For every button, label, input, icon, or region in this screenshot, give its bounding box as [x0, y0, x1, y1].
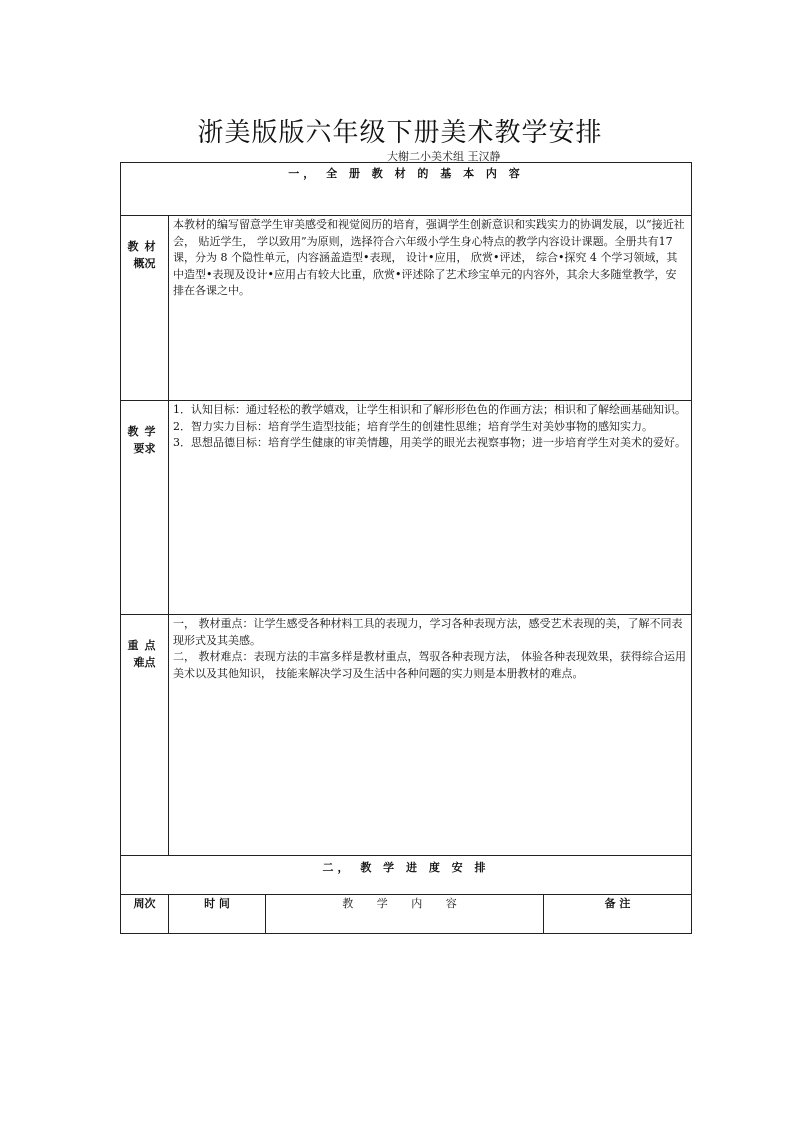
- row-paragraph: 3．思想品德目标：培育学生健康的审美情趣，用美学的眼光去视察事物；进一步培育学生对美术的爱好。: [173, 436, 686, 449]
- row-paragraph: 2．智力实力目标：培育学生造型技能；培育学生的创建性思维；培育学生对美妙事物的感知实力。: [173, 419, 653, 433]
- col-header-time: 时 间: [169, 895, 266, 934]
- row-paragraph: 一， 教材重点：让学生感受各种材料工具的表现力，学习各种表现方法，感受艺术表现的美，了解不同表现形式及其美感。: [173, 617, 683, 647]
- col-header-content: 教 学 内 容: [266, 895, 544, 934]
- row-content-cell: [169, 401, 692, 615]
- schedule-column-header-row: [121, 895, 692, 934]
- section1-heading: 一， 全 册 教 材 的 基 本 内 容: [288, 167, 524, 180]
- table-row: [121, 401, 692, 615]
- plan-table: [120, 162, 692, 934]
- row-label-bottom: 难点: [133, 656, 156, 669]
- row-label-top: 重点: [127, 639, 162, 652]
- row-label-bottom: 概况: [133, 257, 156, 270]
- section2-heading: 二， 教 学 进 度 安 排: [322, 861, 490, 874]
- section2-heading-cell: [121, 856, 692, 895]
- row-paragraph: 二， 教材难点：表现方法的丰富多样是教材重点，驾驭各种表现方法， 体验各种表现效果，获得综合运用美术以及其他知识， 技能来解决学习及生活中各种问题的实力则是本册教材的难点。: [173, 650, 686, 680]
- section1-heading-cell: [121, 163, 692, 216]
- row-content-cell: [169, 615, 692, 856]
- col-header-week: 周次: [121, 895, 169, 934]
- row-label-cell: [121, 401, 169, 615]
- row-content-cell: [169, 216, 692, 401]
- col-header-remarks: 备 注: [544, 895, 692, 934]
- section1-header-row: [121, 163, 692, 216]
- section2-header-row: [121, 856, 692, 895]
- row-label-cell: [121, 615, 169, 856]
- row-label-top: 教材: [127, 240, 162, 253]
- row-paragraph: 本教材的编写留意学生审美感受和视觉阅历的培育，强调学生创新意识和实践实力的协调发展，以“接近社会， 贴近学生， 学以致用”为原则，选择符合六年级小学生身心特点的教学内容设计课题。全册共有17课，分为 8 个隐性单元，内容涵盖造型•表现， 设计•应用， 欣赏•评述， 综合•探究 4 个学习领域，其中造型•表现及设计•应用占有较大比重，欣赏•评述除了艺术珍宝单元的内容外，其余大多随堂教学，安排在各课之中。: [173, 218, 685, 297]
- page-title: 浙美版版六年级下册美术教学安排: [197, 118, 603, 148]
- row-label-bottom: 要求: [133, 442, 156, 455]
- page-subtitle: 大榭二小美术组 王汉静: [387, 150, 501, 163]
- row-paragraph: 1．认知目标：通过轻松的教学嬉戏，让学生相识和了解形形色色的作画方法；相识和了解绘画基础知识。: [173, 403, 686, 416]
- table-row: [121, 615, 692, 856]
- row-label-top: 教学: [127, 425, 162, 438]
- row-label-cell: [121, 216, 169, 401]
- table-row: [121, 216, 692, 401]
